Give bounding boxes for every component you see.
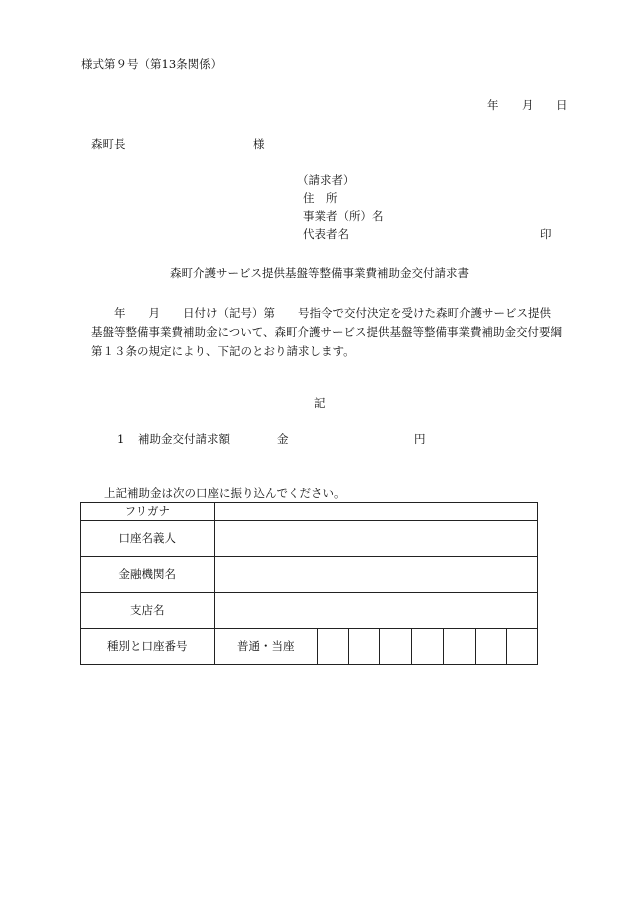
form-number: 様式第９号（第13条関係） bbox=[81, 57, 223, 71]
branch-field[interactable] bbox=[214, 593, 537, 629]
date-month-label: 月 bbox=[522, 98, 534, 112]
bank-account-table bbox=[80, 502, 538, 665]
claimant-office-label: 事業者（所）名 bbox=[303, 209, 384, 223]
body-text-line: 年 月 日付け（記号）第 号指令で交付決定を受けた森町介護サービス提供 bbox=[91, 306, 551, 320]
account-number-row bbox=[81, 629, 538, 665]
institution-row bbox=[81, 557, 538, 593]
document-title: 森町介護サービス提供基盤等整備事業費補助金交付請求書 bbox=[170, 266, 469, 280]
account-holder-field[interactable] bbox=[214, 521, 537, 557]
branch-row bbox=[81, 593, 538, 629]
account-digit-box[interactable] bbox=[475, 629, 506, 665]
branch-label: 支店名 bbox=[81, 593, 215, 629]
body-text-line: 第１３条の規定により、下記のとおり請求します。 bbox=[91, 344, 355, 358]
amount-unit: 円 bbox=[414, 432, 426, 446]
account-digit-box[interactable] bbox=[506, 629, 537, 665]
furigana-row bbox=[81, 503, 538, 521]
account-holder-label: 口座名義人 bbox=[81, 521, 215, 557]
item-label: 補助金交付請求額 bbox=[138, 432, 230, 446]
bank-instruction: 上記補助金は次の口座に振り込んでください。 bbox=[104, 486, 346, 500]
account-digit-box[interactable] bbox=[380, 629, 412, 665]
type-number-label: 種別と口座番号 bbox=[81, 629, 215, 665]
account-digit-box[interactable] bbox=[443, 629, 475, 665]
account-holder-row bbox=[81, 521, 538, 557]
account-digit-box[interactable] bbox=[349, 629, 380, 665]
claimant-representative-label: 代表者名 bbox=[303, 227, 349, 241]
account-digit-box[interactable] bbox=[412, 629, 443, 665]
date-day-label: 日 bbox=[556, 98, 568, 112]
furigana-label: フリガナ bbox=[81, 503, 215, 521]
institution-field[interactable] bbox=[214, 557, 537, 593]
addressee-name: 森町長 bbox=[91, 137, 126, 151]
furigana-field[interactable] bbox=[214, 503, 537, 521]
account-digit-box[interactable] bbox=[318, 629, 349, 665]
seal-mark: 印 bbox=[540, 227, 552, 241]
item-number: 1 bbox=[117, 432, 125, 446]
date-year-label: 年 bbox=[487, 98, 499, 112]
institution-label: 金融機関名 bbox=[81, 557, 215, 593]
ki-heading: 記 bbox=[314, 396, 326, 410]
amount-prefix: 金 bbox=[277, 432, 289, 446]
body-text-line: 基盤等整備事業費補助金について、森町介護サービス提供基盤等整備事業費補助金交付要綱 bbox=[91, 325, 563, 339]
claimant-heading: （請求者） bbox=[297, 173, 355, 187]
claimant-address-label: 住 所 bbox=[303, 191, 338, 205]
account-type-field[interactable]: 普通・当座 bbox=[214, 629, 317, 665]
addressee-honorific: 様 bbox=[253, 137, 265, 151]
